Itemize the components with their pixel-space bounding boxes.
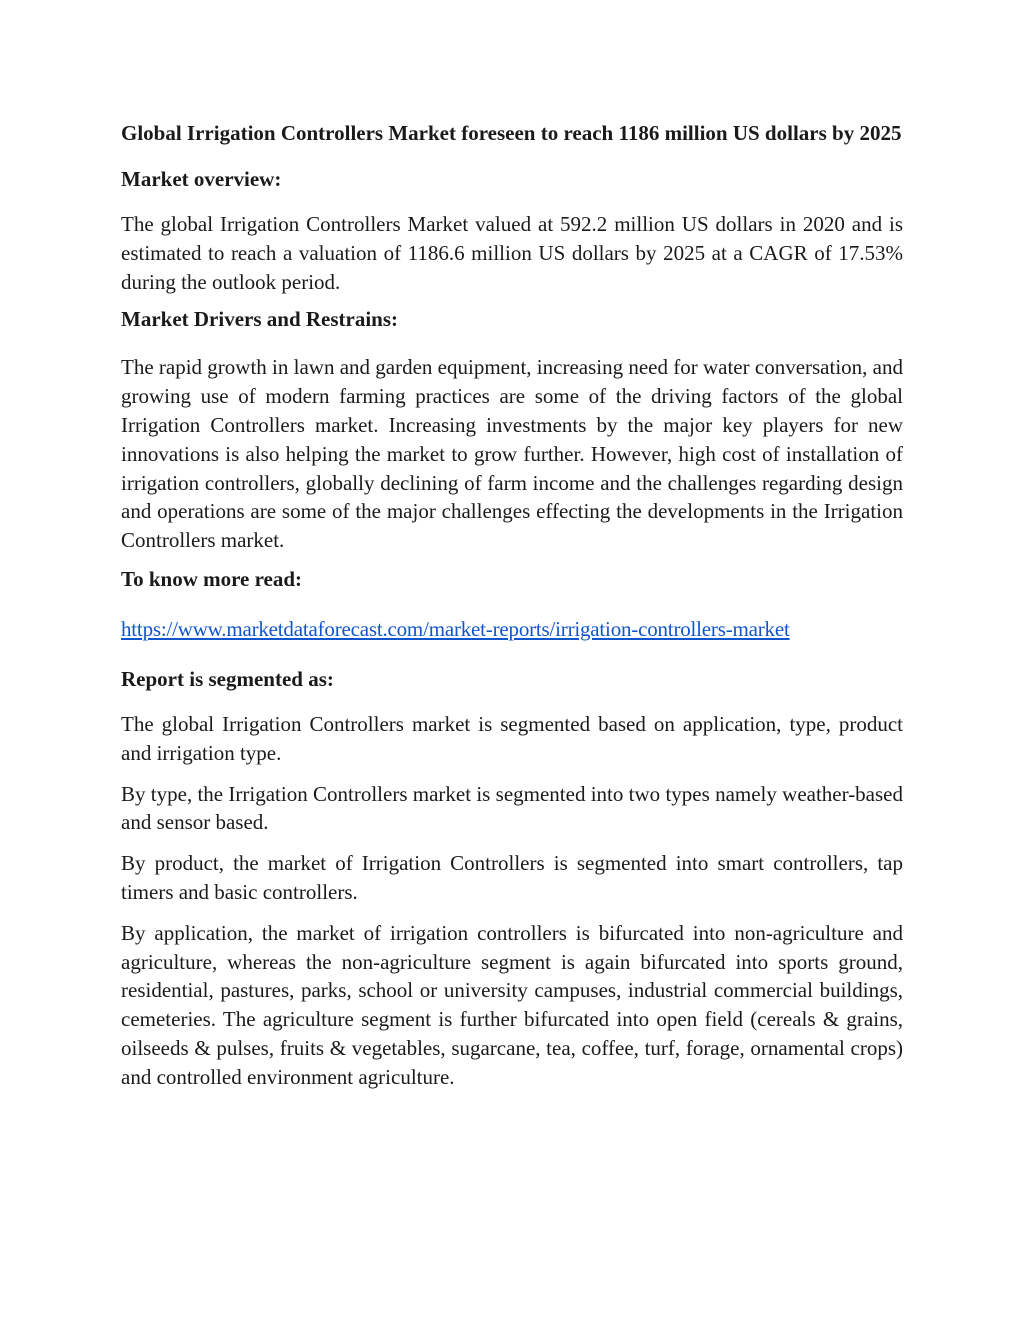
segmentation-intro-paragraph: The global Irrigation Controllers market is segmented based on application, type, product and irrigation type. bbox=[121, 711, 903, 765]
segmentation-heading: Report is segmented as: bbox=[121, 666, 334, 691]
segmentation-by-product-paragraph: By product, the market of Irrigation Controllers is segmented into smart controllers, tap timers and basic controllers. bbox=[121, 851, 903, 904]
market-overview-heading: Market overview: bbox=[121, 167, 282, 191]
market-drivers-heading: Market Drivers and Restrains: bbox=[121, 307, 399, 332]
document-page bbox=[121, 118, 903, 1092]
market-drivers-paragraph: The rapid growth in lawn and garden equipment, increasing need for water conversation, and growing use of modern farming practices are some of the driving factors of the global Irrigation Controllers market. Increasing investments by the major key players for new innovations is also helping the market to grow further. However, high cost of installation of irrigation controllers, globally declining of farm income and the challenges regarding design and operations are some of the major challenges effecting the developments in the Irrigation Controllers market. bbox=[121, 355, 903, 553]
segmentation-by-type-paragraph: By type, the Irrigation Controllers market is segmented into two types namely weather-based and sensor based. bbox=[121, 781, 903, 835]
segmentation-by-application-paragraph: By application, the market of irrigation controllers is bifurcated into non-agriculture and agriculture, whereas the non-agriculture segment is again bifurcated into sports ground, residential, pastures, parks, school or university campuses, industrial commercial buildings, cemeteries. The agriculture segment is further bifurcated into open field (cereals & grains, oilseeds & pulses, fruits & vegetables, sugarcane, tea, coffee, turf, forage, ornamental crops) and controlled environment agriculture. bbox=[121, 920, 903, 1089]
read-more-heading: To know more read: bbox=[121, 566, 303, 591]
report-link[interactable]: https://www.marketdataforecast.com/market-reports/irrigation-controllers-market bbox=[121, 616, 790, 641]
read-more-link-row bbox=[121, 614, 903, 644]
market-overview-paragraph: The global Irrigation Controllers Market valued at 592.2 million US dollars in 2020 and is estimated to reach a valuation of 1186.6 million US dollars by 2025 at a CAGR of 17.53% during the outlook period. bbox=[121, 212, 903, 294]
document-title: Global Irrigation Controllers Market foreseen to reach 1186 million US dollars by 2025 bbox=[121, 121, 902, 145]
